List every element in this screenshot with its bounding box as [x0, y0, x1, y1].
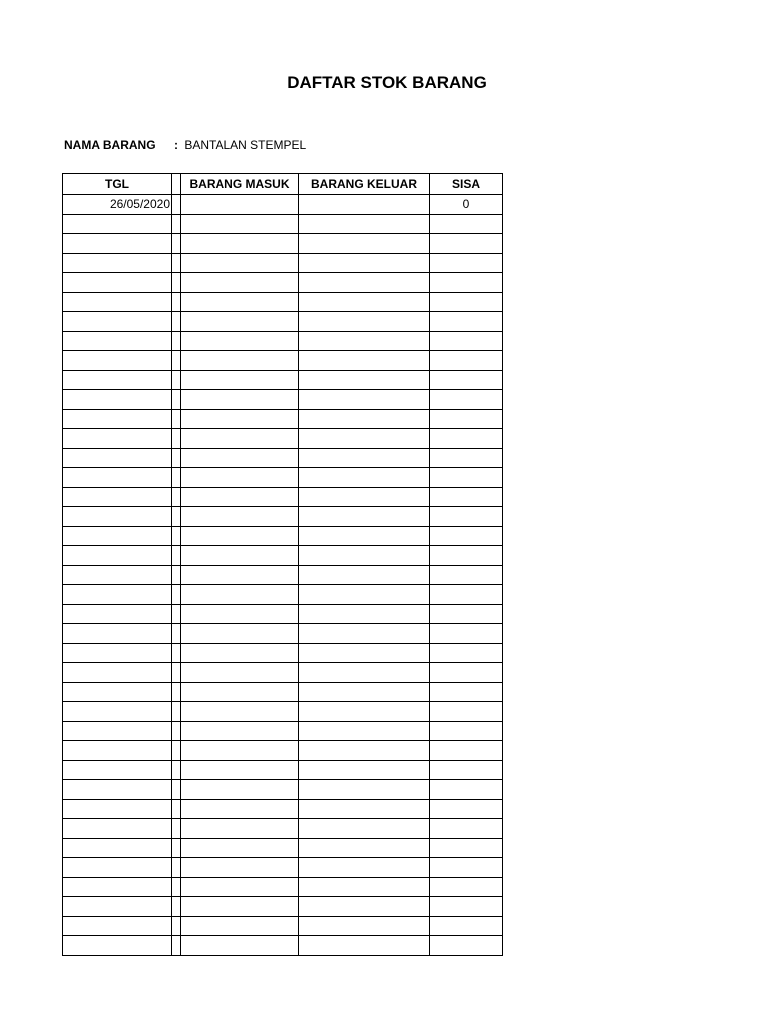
cell-barang-masuk	[181, 916, 299, 936]
header-sisa: SISA	[430, 174, 503, 195]
table-row	[63, 877, 503, 897]
table-row	[63, 838, 503, 858]
item-name-colon: :	[174, 138, 178, 152]
cell-barang-masuk	[181, 195, 299, 215]
cell-separator	[172, 526, 181, 546]
cell-barang-masuk	[181, 643, 299, 663]
cell-separator	[172, 253, 181, 273]
table-body	[63, 195, 503, 956]
cell-sisa	[430, 858, 503, 878]
page-title: DAFTAR STOK BARANG	[287, 73, 487, 92]
cell-sisa	[430, 682, 503, 702]
table-row	[63, 351, 503, 371]
cell-barang-keluar	[299, 858, 430, 878]
cell-sisa	[430, 838, 503, 858]
cell-barang-masuk	[181, 370, 299, 390]
cell-sisa	[430, 585, 503, 605]
cell-barang-keluar	[299, 448, 430, 468]
cell-tgl	[63, 643, 172, 663]
table-row	[63, 390, 503, 410]
cell-barang-masuk	[181, 546, 299, 566]
item-name-label: NAMA BARANG	[64, 138, 156, 152]
cell-tgl	[63, 390, 172, 410]
cell-barang-keluar	[299, 312, 430, 332]
cell-sisa	[430, 799, 503, 819]
cell-barang-masuk	[181, 487, 299, 507]
cell-barang-keluar	[299, 526, 430, 546]
cell-sisa	[430, 468, 503, 488]
item-name-value: BANTALAN STEMPEL	[184, 138, 307, 152]
cell-separator	[172, 214, 181, 234]
cell-separator	[172, 604, 181, 624]
table-row	[63, 643, 503, 663]
cell-barang-masuk	[181, 897, 299, 917]
cell-separator	[172, 370, 181, 390]
cell-barang-masuk	[181, 604, 299, 624]
cell-barang-keluar	[299, 409, 430, 429]
cell-separator	[172, 682, 181, 702]
cell-tgl	[63, 273, 172, 293]
table-row	[63, 916, 503, 936]
table-row	[63, 780, 503, 800]
cell-tgl	[63, 234, 172, 254]
cell-tgl	[63, 370, 172, 390]
cell-barang-keluar	[299, 234, 430, 254]
cell-sisa	[430, 370, 503, 390]
table-row	[63, 682, 503, 702]
cell-sisa	[430, 448, 503, 468]
table-row	[63, 487, 503, 507]
cell-barang-masuk	[181, 721, 299, 741]
cell-sisa	[430, 234, 503, 254]
header-tgl: TGL	[63, 174, 172, 195]
cell-barang-masuk	[181, 760, 299, 780]
cell-tgl	[63, 546, 172, 566]
cell-sisa	[430, 936, 503, 956]
cell-separator	[172, 877, 181, 897]
table-row	[63, 253, 503, 273]
cell-separator	[172, 409, 181, 429]
cell-tgl	[63, 487, 172, 507]
cell-tgl	[63, 897, 172, 917]
cell-tgl	[63, 682, 172, 702]
cell-barang-masuk	[181, 819, 299, 839]
cell-sisa	[430, 877, 503, 897]
cell-tgl	[63, 741, 172, 761]
cell-barang-keluar	[299, 760, 430, 780]
cell-separator	[172, 799, 181, 819]
cell-separator	[172, 858, 181, 878]
cell-separator	[172, 702, 181, 722]
cell-separator	[172, 390, 181, 410]
cell-barang-keluar	[299, 195, 430, 215]
cell-barang-masuk	[181, 429, 299, 449]
cell-sisa	[430, 780, 503, 800]
cell-separator	[172, 234, 181, 254]
cell-barang-keluar	[299, 897, 430, 917]
cell-sisa	[430, 214, 503, 234]
cell-sisa	[430, 702, 503, 722]
cell-barang-keluar	[299, 429, 430, 449]
cell-barang-keluar	[299, 351, 430, 371]
table-row	[63, 897, 503, 917]
cell-tgl	[63, 526, 172, 546]
cell-barang-masuk	[181, 682, 299, 702]
table-row	[63, 760, 503, 780]
cell-tgl	[63, 331, 172, 351]
cell-sisa	[430, 487, 503, 507]
cell-sisa	[430, 351, 503, 371]
cell-separator	[172, 741, 181, 761]
cell-sisa	[430, 604, 503, 624]
cell-barang-masuk	[181, 507, 299, 527]
cell-separator	[172, 565, 181, 585]
cell-tgl	[63, 663, 172, 683]
cell-barang-masuk	[181, 663, 299, 683]
table-row	[63, 799, 503, 819]
cell-barang-keluar	[299, 507, 430, 527]
table-row	[63, 292, 503, 312]
table-row	[63, 234, 503, 254]
cell-barang-keluar	[299, 624, 430, 644]
cell-sisa	[430, 273, 503, 293]
cell-barang-masuk	[181, 234, 299, 254]
cell-barang-keluar	[299, 682, 430, 702]
cell-tgl	[63, 409, 172, 429]
cell-sisa	[430, 390, 503, 410]
cell-barang-keluar	[299, 877, 430, 897]
cell-barang-keluar	[299, 838, 430, 858]
cell-barang-masuk	[181, 877, 299, 897]
cell-separator	[172, 624, 181, 644]
cell-separator	[172, 351, 181, 371]
table-row	[63, 409, 503, 429]
cell-separator	[172, 273, 181, 293]
table-row	[63, 585, 503, 605]
table-row	[63, 273, 503, 293]
cell-barang-keluar	[299, 331, 430, 351]
cell-tgl	[63, 565, 172, 585]
cell-separator	[172, 760, 181, 780]
cell-barang-masuk	[181, 741, 299, 761]
header-barang-masuk: BARANG MASUK	[181, 174, 299, 195]
cell-sisa	[430, 546, 503, 566]
table-row	[63, 741, 503, 761]
cell-barang-masuk	[181, 351, 299, 371]
table-row	[63, 624, 503, 644]
table-row	[63, 429, 503, 449]
cell-barang-keluar	[299, 643, 430, 663]
cell-sisa	[430, 819, 503, 839]
table-row	[63, 936, 503, 956]
cell-sisa	[430, 565, 503, 585]
cell-sisa	[430, 429, 503, 449]
cell-barang-keluar	[299, 468, 430, 488]
cell-barang-keluar	[299, 214, 430, 234]
cell-sisa: 0	[430, 195, 503, 215]
table-row	[63, 526, 503, 546]
table-row	[63, 565, 503, 585]
table-row	[63, 468, 503, 488]
table-row	[63, 312, 503, 332]
cell-separator	[172, 585, 181, 605]
cell-barang-keluar	[299, 702, 430, 722]
cell-sisa	[430, 409, 503, 429]
cell-barang-masuk	[181, 214, 299, 234]
cell-barang-masuk	[181, 409, 299, 429]
cell-barang-masuk	[181, 390, 299, 410]
table-row	[63, 507, 503, 527]
cell-tgl	[63, 448, 172, 468]
cell-sisa	[430, 312, 503, 332]
cell-barang-keluar	[299, 936, 430, 956]
table-row	[63, 448, 503, 468]
table-row	[63, 663, 503, 683]
cell-tgl	[63, 721, 172, 741]
table-row	[63, 214, 503, 234]
table-row	[63, 819, 503, 839]
cell-tgl	[63, 604, 172, 624]
cell-barang-masuk	[181, 273, 299, 293]
cell-sisa	[430, 507, 503, 527]
table-row	[63, 331, 503, 351]
cell-tgl	[63, 624, 172, 644]
cell-separator	[172, 429, 181, 449]
cell-tgl	[63, 507, 172, 527]
cell-barang-keluar	[299, 721, 430, 741]
table-row	[63, 546, 503, 566]
cell-barang-masuk	[181, 331, 299, 351]
cell-barang-keluar	[299, 565, 430, 585]
cell-separator	[172, 292, 181, 312]
cell-tgl: 26/05/2020	[63, 195, 172, 215]
cell-sisa	[430, 643, 503, 663]
table-row	[63, 702, 503, 722]
table-row	[63, 370, 503, 390]
cell-barang-keluar	[299, 370, 430, 390]
cell-barang-keluar	[299, 663, 430, 683]
header-barang-keluar: BARANG KELUAR	[299, 174, 430, 195]
cell-sisa	[430, 916, 503, 936]
cell-tgl	[63, 468, 172, 488]
table-row	[63, 858, 503, 878]
cell-tgl	[63, 819, 172, 839]
cell-barang-keluar	[299, 916, 430, 936]
cell-barang-masuk	[181, 253, 299, 273]
cell-barang-masuk	[181, 292, 299, 312]
cell-barang-keluar	[299, 292, 430, 312]
cell-tgl	[63, 877, 172, 897]
cell-barang-keluar	[299, 253, 430, 273]
cell-barang-keluar	[299, 487, 430, 507]
cell-sisa	[430, 624, 503, 644]
cell-sisa	[430, 760, 503, 780]
cell-separator	[172, 468, 181, 488]
cell-barang-keluar	[299, 546, 430, 566]
cell-sisa	[430, 663, 503, 683]
cell-barang-masuk	[181, 799, 299, 819]
cell-separator	[172, 507, 181, 527]
cell-sisa	[430, 292, 503, 312]
cell-barang-masuk	[181, 448, 299, 468]
table-row	[63, 604, 503, 624]
cell-barang-masuk	[181, 858, 299, 878]
cell-barang-masuk	[181, 702, 299, 722]
table-row	[63, 195, 503, 215]
cell-tgl	[63, 312, 172, 332]
cell-tgl	[63, 429, 172, 449]
cell-sisa	[430, 526, 503, 546]
cell-tgl	[63, 292, 172, 312]
cell-tgl	[63, 585, 172, 605]
cell-barang-keluar	[299, 390, 430, 410]
cell-tgl	[63, 351, 172, 371]
stock-table	[62, 173, 503, 956]
cell-barang-keluar	[299, 780, 430, 800]
cell-separator	[172, 838, 181, 858]
cell-separator	[172, 780, 181, 800]
cell-sisa	[430, 897, 503, 917]
cell-separator	[172, 448, 181, 468]
cell-separator	[172, 312, 181, 332]
cell-barang-keluar	[299, 799, 430, 819]
cell-tgl	[63, 702, 172, 722]
cell-barang-masuk	[181, 526, 299, 546]
cell-separator	[172, 487, 181, 507]
cell-tgl	[63, 838, 172, 858]
cell-separator	[172, 721, 181, 741]
cell-tgl	[63, 936, 172, 956]
cell-barang-masuk	[181, 780, 299, 800]
cell-barang-masuk	[181, 936, 299, 956]
cell-tgl	[63, 214, 172, 234]
cell-tgl	[63, 916, 172, 936]
cell-barang-keluar	[299, 273, 430, 293]
cell-sisa	[430, 253, 503, 273]
cell-tgl	[63, 760, 172, 780]
cell-separator	[172, 663, 181, 683]
cell-separator	[172, 195, 181, 215]
cell-barang-keluar	[299, 741, 430, 761]
cell-tgl	[63, 858, 172, 878]
cell-separator	[172, 546, 181, 566]
cell-tgl	[63, 253, 172, 273]
cell-separator	[172, 331, 181, 351]
cell-separator	[172, 819, 181, 839]
header-separator	[172, 174, 181, 195]
item-name-row	[64, 138, 306, 152]
cell-barang-keluar	[299, 604, 430, 624]
table-header-row	[63, 174, 503, 195]
table-row	[63, 721, 503, 741]
cell-barang-masuk	[181, 312, 299, 332]
cell-separator	[172, 643, 181, 663]
cell-sisa	[430, 331, 503, 351]
cell-sisa	[430, 741, 503, 761]
cell-barang-keluar	[299, 585, 430, 605]
cell-sisa	[430, 721, 503, 741]
cell-barang-masuk	[181, 838, 299, 858]
cell-barang-masuk	[181, 565, 299, 585]
cell-separator	[172, 936, 181, 956]
cell-barang-masuk	[181, 585, 299, 605]
cell-separator	[172, 897, 181, 917]
cell-barang-masuk	[181, 624, 299, 644]
cell-separator	[172, 916, 181, 936]
cell-barang-keluar	[299, 819, 430, 839]
cell-tgl	[63, 780, 172, 800]
cell-tgl	[63, 799, 172, 819]
cell-barang-masuk	[181, 468, 299, 488]
